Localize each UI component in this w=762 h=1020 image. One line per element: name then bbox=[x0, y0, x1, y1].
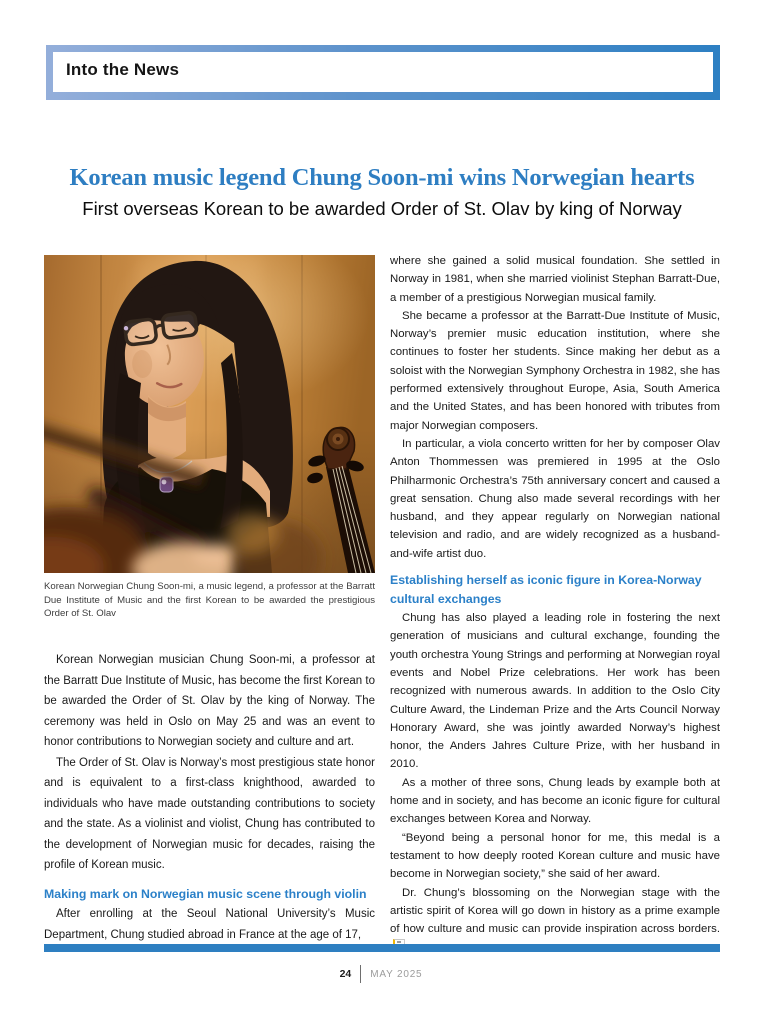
paragraph: where she gained a solid musical foundation. She settled in Norway in 1981, when she married violinist Stephan Barratt-Due, a member of a prestigious Norwegian musical family. bbox=[390, 255, 720, 304]
paragraph: In particular, a viola concerto written for her by composer Olav Anton Thommessen was premiered in 1995 at the Oslo Philharmonic Orchestra’s 75th anniversary concert and caused a great sensation. Chung also made several recordings with her husband, and they appear regularly on Norwegian national television and radio, and are widely recognized as a husband-and-wife artist duo. bbox=[390, 437, 720, 560]
page-footer bbox=[0, 964, 762, 984]
section-heading: Establishing herself as iconic figure in Korea-Norway cultural exchanges bbox=[390, 573, 702, 607]
footer-rule bbox=[44, 944, 720, 952]
page-number: 24 bbox=[339, 968, 352, 980]
paragraph-text: Dr. Chung’s blossoming on the Norwegian stage with the artistic spirit of Korea will go down in history as a prime example of how culture and music can provide inspiration across borders. bbox=[390, 886, 720, 936]
paragraph: The Order of St. Olav is Norway’s most prestigious state honor and is equivalent to a first-class knighthood, awarded to individuals who have made outstanding contributions to society and the state. As a violinist and violist, Chung has contributed to the development of Norwegian music for decades, raising the profile of Korean music. bbox=[44, 756, 375, 871]
portrait-photo bbox=[44, 255, 375, 573]
section-heading: Making mark on Norwegian music scene through violin bbox=[44, 886, 367, 901]
photo-caption: Korean Norwegian Chung Soon-mi, a music legend, a professor at the Barratt Due Institute of Music and the first Korean to be awarded the prestigious Order of St. Olav bbox=[44, 581, 375, 619]
section-banner bbox=[46, 45, 720, 100]
paragraph: As a mother of three sons, Chung leads by example both at home and in society, and has become an iconic figure for cultural exchanges between Korea and Norway. bbox=[390, 776, 720, 826]
pendant bbox=[160, 477, 173, 492]
issue-date: MAY 2025 bbox=[370, 968, 423, 980]
paragraph: After enrolling at the Seoul National University’s Music Department, Chung studied abroad in France at the age of 17, bbox=[44, 908, 375, 941]
section-banner-title: Into the News bbox=[66, 60, 180, 79]
paragraph: Korean Norwegian musician Chung Soon-mi, a professor at the Barratt Due Institute of Music, has become the first Korean to be awarded the Order of St. Olav by the king of Norway. The ceremony was held in Oslo on May 25 and was an event to honor contributions to Norwegian society and culture and art. bbox=[44, 654, 375, 748]
article-column-left bbox=[44, 650, 375, 945]
paragraph: Chung has also played a leading role in fostering the next generation of musicians and cultural exchange, founding the youth orchestra Young Strings and performing at Norwegian royal events and Nobel Prize celebrations. Her work has been recognized with numerous awards. In addition to the Oslo City Culture Award, the Lindeman Prize and the Arts Council Norway Honorary Award, she was jointly awarded Norway’s highest honor, the Anders Jahres Culture Prize, with her husband in 2010. bbox=[390, 612, 720, 771]
paragraph: “Beyond being a personal honor for me, this medal is a testament to how deeply rooted Korean culture and music have become in Norwegian society,” she said of her award. bbox=[390, 831, 720, 881]
article-title: Korean music legend Chung Soon-mi wins Norwegian hearts bbox=[69, 164, 695, 191]
article-subtitle: First overseas Korean to be awarded Order of St. Olav by king of Norway bbox=[82, 198, 682, 219]
portrait-photo-illustration bbox=[44, 255, 375, 573]
article-column-right bbox=[390, 252, 720, 957]
paragraph: She became a professor at the Barratt-Due Institute of Music, Norway’s premier music education institution, where she continues to foster her students. Since making her debut as a soloist with the Norwegian Symphony Orchestra in 1982, she has performed extensively throughout Europe, Asia, South America and the United States, and has been honored with tributes from major Norwegian composers. bbox=[390, 309, 720, 432]
footer-divider bbox=[360, 965, 361, 983]
